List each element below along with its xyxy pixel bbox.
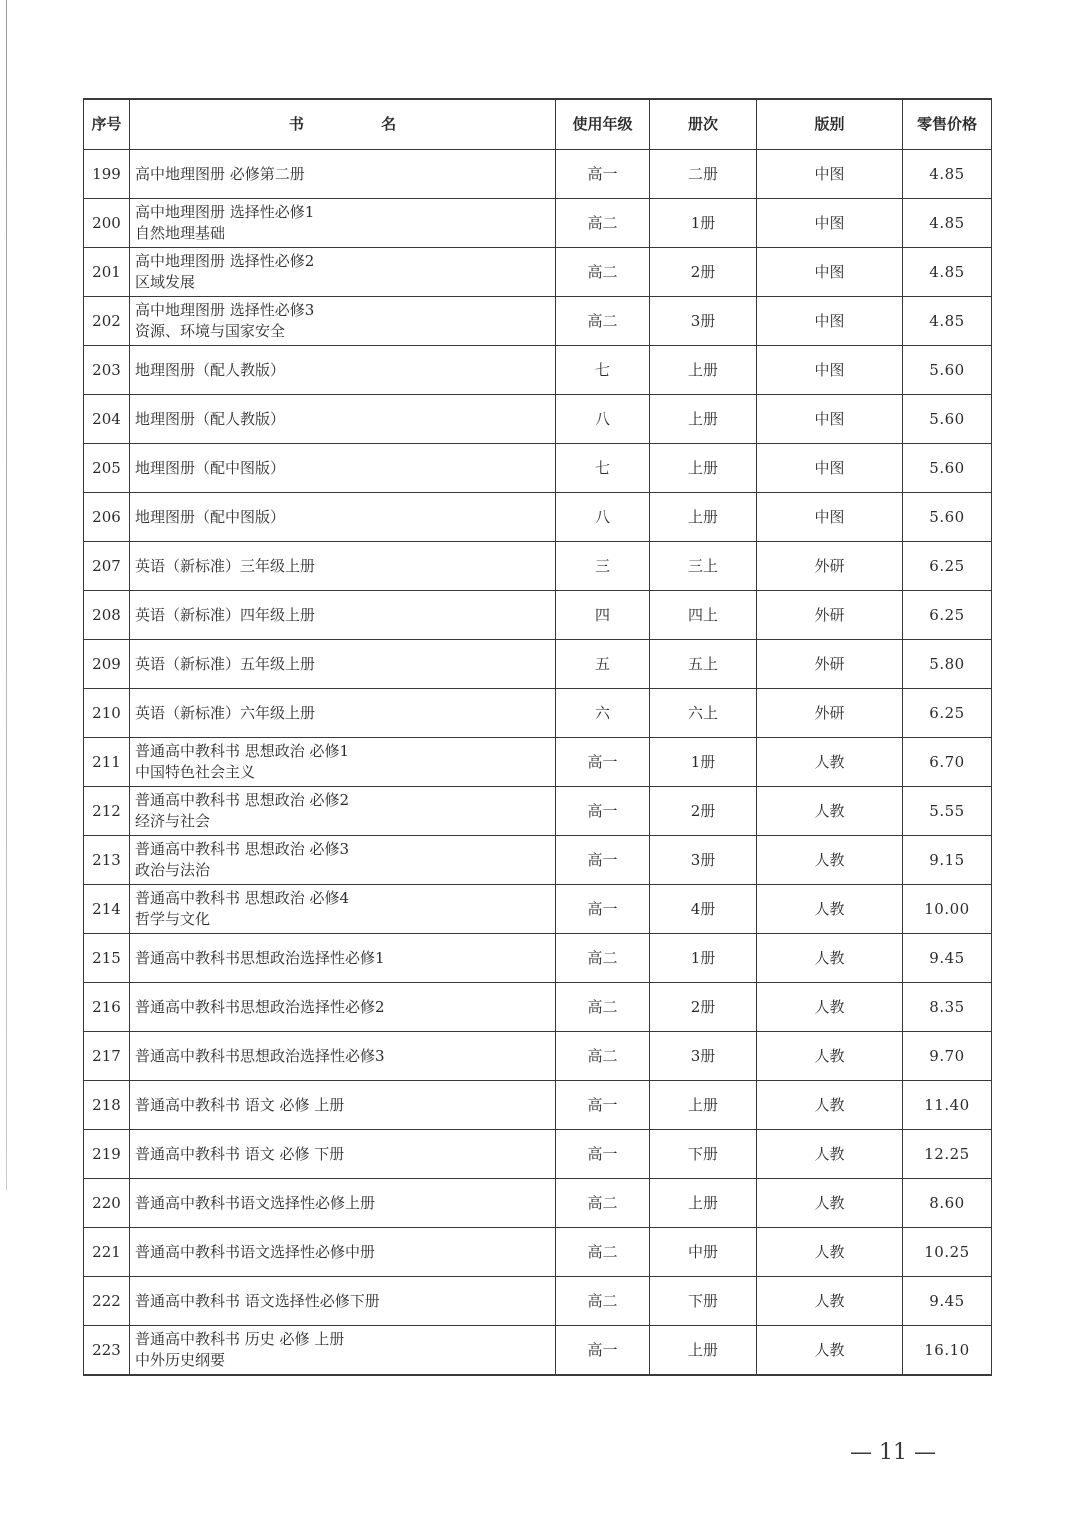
- cell-serial-number: 202: [84, 297, 130, 346]
- cell-book-name: [130, 836, 556, 885]
- cell-grade: 八: [556, 493, 650, 542]
- cell-publisher: 人教: [757, 1032, 903, 1081]
- cell-publisher: 中图: [757, 248, 903, 297]
- book-name-line-2: 自然地理基础: [135, 224, 226, 242]
- cell-grade: 高二: [556, 297, 650, 346]
- cell-book-name: [130, 1326, 556, 1376]
- book-name-line-1: 普通高中教科书 历史 必修 上册: [135, 1330, 345, 1348]
- cell-book-name: [130, 542, 556, 591]
- cell-grade: 高二: [556, 1032, 650, 1081]
- cell-serial-number: 207: [84, 542, 130, 591]
- cell-book-name: [130, 738, 556, 787]
- table-row: [84, 444, 992, 493]
- table-row: [84, 1130, 992, 1179]
- cell-serial-number: 223: [84, 1326, 130, 1376]
- book-name-line-1: 高中地理图册 选择性必修1: [135, 203, 315, 221]
- book-name-line-2: 政治与法治: [135, 861, 211, 879]
- cell-serial-number: 219: [84, 1130, 130, 1179]
- cell-retail-price: 5.60: [903, 395, 992, 444]
- cell-serial-number: 201: [84, 248, 130, 297]
- book-name-line-1: 普通高中教科书 语文选择性必修下册: [135, 1291, 380, 1310]
- cell-grade: 高一: [556, 1326, 650, 1376]
- table-row: [84, 885, 992, 934]
- cell-retail-price: 12.25: [903, 1130, 992, 1179]
- book-name-line-1: 普通高中教科书思想政治选择性必修3: [135, 1046, 385, 1065]
- cell-book-name: [130, 934, 556, 983]
- book-name-line-1: 高中地理图册 选择性必修3: [135, 301, 315, 319]
- cell-book-name: [130, 640, 556, 689]
- cell-book-name: [130, 150, 556, 199]
- table-row: [84, 1081, 992, 1130]
- cell-publisher: 人教: [757, 934, 903, 983]
- cell-book-name: [130, 493, 556, 542]
- cell-retail-price: 9.15: [903, 836, 992, 885]
- cell-publisher: 人教: [757, 738, 903, 787]
- cell-serial-number: 222: [84, 1277, 130, 1326]
- cell-serial-number: 216: [84, 983, 130, 1032]
- cell-volume: 2册: [650, 983, 757, 1032]
- cell-serial-number: 214: [84, 885, 130, 934]
- cell-book-name: [130, 689, 556, 738]
- cell-publisher: 外研: [757, 591, 903, 640]
- cell-retail-price: 11.40: [903, 1081, 992, 1130]
- cell-volume: 上册: [650, 444, 757, 493]
- cell-retail-price: 6.25: [903, 689, 992, 738]
- cell-publisher: 人教: [757, 836, 903, 885]
- book-name-line-2: 区域发展: [135, 273, 196, 291]
- table-body: [84, 150, 992, 1376]
- cell-retail-price: 9.70: [903, 1032, 992, 1081]
- cell-volume: 上册: [650, 1326, 757, 1376]
- cell-grade: 三: [556, 542, 650, 591]
- cell-publisher: 人教: [757, 1081, 903, 1130]
- cell-volume: 上册: [650, 1081, 757, 1130]
- cell-publisher: 人教: [757, 1228, 903, 1277]
- book-name-line-1: 普通高中教科书语文选择性必修上册: [135, 1193, 376, 1212]
- book-name-line-2: 中外历史纲要: [135, 1351, 226, 1369]
- cell-retail-price: 5.60: [903, 444, 992, 493]
- cell-volume: 下册: [650, 1277, 757, 1326]
- cell-grade: 高二: [556, 1179, 650, 1228]
- cell-publisher: 外研: [757, 542, 903, 591]
- book-name-line-1: 地理图册（配人教版）: [135, 360, 286, 379]
- book-name-line-1: 普通高中教科书 语文 必修 上册: [135, 1095, 345, 1114]
- cell-book-name: [130, 885, 556, 934]
- table-row: [84, 297, 992, 346]
- header-retail-price: 零售价格: [903, 99, 992, 150]
- cell-volume: 上册: [650, 1179, 757, 1228]
- cell-grade: 高一: [556, 150, 650, 199]
- cell-retail-price: 10.25: [903, 1228, 992, 1277]
- cell-volume: 六上: [650, 689, 757, 738]
- book-name-line-1: 普通高中教科书 语文 必修 下册: [135, 1144, 345, 1163]
- book-name-line-1: 普通高中教科书 思想政治 必修3: [135, 840, 350, 858]
- book-name-line-1: 普通高中教科书思想政治选择性必修1: [135, 948, 385, 967]
- book-name-line-1: 地理图册（配人教版）: [135, 409, 286, 428]
- cell-publisher: 人教: [757, 885, 903, 934]
- cell-serial-number: 217: [84, 1032, 130, 1081]
- cell-publisher: 中图: [757, 444, 903, 493]
- table-row: [84, 1277, 992, 1326]
- cell-book-name: [130, 199, 556, 248]
- table-row: [84, 395, 992, 444]
- cell-book-name: [130, 1179, 556, 1228]
- cell-publisher: 人教: [757, 787, 903, 836]
- cell-retail-price: 9.45: [903, 934, 992, 983]
- table-row: [84, 983, 992, 1032]
- cell-publisher: 人教: [757, 1277, 903, 1326]
- cell-grade: 高一: [556, 885, 650, 934]
- table-row: [84, 640, 992, 689]
- table-row: [84, 542, 992, 591]
- cell-book-name: [130, 1032, 556, 1081]
- cell-serial-number: 212: [84, 787, 130, 836]
- cell-serial-number: 208: [84, 591, 130, 640]
- book-name-line-1: 普通高中教科书思想政治选择性必修2: [135, 997, 385, 1016]
- cell-serial-number: 218: [84, 1081, 130, 1130]
- cell-grade: 高一: [556, 1130, 650, 1179]
- cell-volume: 3册: [650, 836, 757, 885]
- book-name-line-1: 普通高中教科书 思想政治 必修2: [135, 791, 350, 809]
- cell-publisher: 人教: [757, 1179, 903, 1228]
- book-name-line-1: 英语（新标准）四年级上册: [135, 605, 316, 624]
- cell-publisher: 人教: [757, 983, 903, 1032]
- header-serial-number: 序号: [84, 99, 130, 150]
- book-name-line-1: 普通高中教科书语文选择性必修中册: [135, 1242, 376, 1261]
- cell-volume: 2册: [650, 248, 757, 297]
- cell-volume: 1册: [650, 199, 757, 248]
- cell-retail-price: 5.55: [903, 787, 992, 836]
- cell-volume: 上册: [650, 395, 757, 444]
- header-volume: 册次: [650, 99, 757, 150]
- book-name-line-1: 英语（新标准）三年级上册: [135, 556, 316, 575]
- cell-book-name: [130, 395, 556, 444]
- cell-serial-number: 203: [84, 346, 130, 395]
- table-row: [84, 738, 992, 787]
- book-name-line-1: 地理图册（配中图版）: [135, 458, 286, 477]
- cell-grade: 八: [556, 395, 650, 444]
- cell-retail-price: 6.25: [903, 542, 992, 591]
- table-row: [84, 248, 992, 297]
- table-row: [84, 591, 992, 640]
- cell-serial-number: 215: [84, 934, 130, 983]
- book-name-line-1: 高中地理图册 必修第二册: [135, 164, 305, 183]
- cell-grade: 六: [556, 689, 650, 738]
- cell-retail-price: 4.85: [903, 199, 992, 248]
- cell-retail-price: 6.25: [903, 591, 992, 640]
- book-name-line-1: 高中地理图册 选择性必修2: [135, 252, 315, 270]
- cell-volume: 二册: [650, 150, 757, 199]
- cell-publisher: 中图: [757, 150, 903, 199]
- cell-volume: 下册: [650, 1130, 757, 1179]
- cell-publisher: 中图: [757, 199, 903, 248]
- cell-grade: 高一: [556, 787, 650, 836]
- table-row: [84, 934, 992, 983]
- table-row: [84, 1032, 992, 1081]
- cell-serial-number: 206: [84, 493, 130, 542]
- cell-volume: 上册: [650, 493, 757, 542]
- cell-retail-price: 8.60: [903, 1179, 992, 1228]
- cell-publisher: 外研: [757, 689, 903, 738]
- cell-publisher: 中图: [757, 493, 903, 542]
- cell-grade: 五: [556, 640, 650, 689]
- book-name-line-2: 中国特色社会主义: [135, 763, 256, 781]
- table-row: [84, 836, 992, 885]
- cell-retail-price: 9.45: [903, 1277, 992, 1326]
- cell-book-name: [130, 1130, 556, 1179]
- cell-volume: 1册: [650, 738, 757, 787]
- cell-serial-number: 204: [84, 395, 130, 444]
- header-book-name: [130, 99, 556, 150]
- cell-serial-number: 199: [84, 150, 130, 199]
- cell-volume: 2册: [650, 787, 757, 836]
- cell-grade: 高一: [556, 1081, 650, 1130]
- cell-volume: 三上: [650, 542, 757, 591]
- cell-retail-price: 8.35: [903, 983, 992, 1032]
- cell-serial-number: 221: [84, 1228, 130, 1277]
- book-name-line-1: 英语（新标准）六年级上册: [135, 703, 316, 722]
- cell-retail-price: 16.10: [903, 1326, 992, 1376]
- cell-book-name: [130, 346, 556, 395]
- table-row: [84, 346, 992, 395]
- cell-retail-price: 4.85: [903, 297, 992, 346]
- cell-volume: 1册: [650, 934, 757, 983]
- table-row: [84, 1228, 992, 1277]
- table-row: [84, 1326, 992, 1376]
- cell-retail-price: 6.70: [903, 738, 992, 787]
- cell-book-name: [130, 591, 556, 640]
- table-row: [84, 787, 992, 836]
- book-name-line-1: 普通高中教科书 思想政治 必修4: [135, 889, 350, 907]
- cell-volume: 上册: [650, 346, 757, 395]
- table-row: [84, 199, 992, 248]
- cell-book-name: [130, 1277, 556, 1326]
- table-row: [84, 1179, 992, 1228]
- table-header-row: [84, 99, 992, 150]
- cell-serial-number: 211: [84, 738, 130, 787]
- cell-serial-number: 213: [84, 836, 130, 885]
- cell-retail-price: 4.85: [903, 248, 992, 297]
- cell-book-name: [130, 248, 556, 297]
- book-name-line-1: 普通高中教科书 思想政治 必修1: [135, 742, 350, 760]
- cell-grade: 四: [556, 591, 650, 640]
- cell-book-name: [130, 1081, 556, 1130]
- cell-retail-price: 4.85: [903, 150, 992, 199]
- cell-book-name: [130, 983, 556, 1032]
- book-name-line-1: 英语（新标准）五年级上册: [135, 654, 316, 673]
- cell-book-name: [130, 1228, 556, 1277]
- book-name-line-2: 资源、环境与国家安全: [135, 322, 286, 340]
- cell-serial-number: 209: [84, 640, 130, 689]
- cell-grade: 七: [556, 444, 650, 493]
- cell-grade: 高二: [556, 983, 650, 1032]
- table-row: [84, 493, 992, 542]
- cell-grade: 高二: [556, 934, 650, 983]
- cell-publisher: 中图: [757, 395, 903, 444]
- textbook-price-table: [83, 98, 992, 1376]
- cell-publisher: 人教: [757, 1130, 903, 1179]
- cell-grade: 高二: [556, 248, 650, 297]
- cell-book-name: [130, 444, 556, 493]
- cell-volume: 3册: [650, 297, 757, 346]
- cell-book-name: [130, 297, 556, 346]
- cell-volume: 四上: [650, 591, 757, 640]
- table-row: [84, 150, 992, 199]
- cell-grade: 高一: [556, 836, 650, 885]
- page-number: — 11 —: [850, 1440, 936, 1465]
- cell-grade: 高一: [556, 738, 650, 787]
- cell-grade: 高二: [556, 1277, 650, 1326]
- book-name-line-2: 经济与社会: [135, 812, 211, 830]
- cell-volume: 3册: [650, 1032, 757, 1081]
- cell-publisher: 人教: [757, 1326, 903, 1376]
- cell-serial-number: 200: [84, 199, 130, 248]
- cell-publisher: 外研: [757, 640, 903, 689]
- cell-retail-price: 5.60: [903, 493, 992, 542]
- cell-retail-price: 5.60: [903, 346, 992, 395]
- scan-edge-line: [6, 0, 7, 1190]
- cell-serial-number: 210: [84, 689, 130, 738]
- cell-grade: 高二: [556, 1228, 650, 1277]
- cell-serial-number: 205: [84, 444, 130, 493]
- header-publisher: 版别: [757, 99, 903, 150]
- cell-volume: 五上: [650, 640, 757, 689]
- cell-grade: 高二: [556, 199, 650, 248]
- cell-retail-price: 5.80: [903, 640, 992, 689]
- cell-retail-price: 10.00: [903, 885, 992, 934]
- cell-serial-number: 220: [84, 1179, 130, 1228]
- cell-grade: 七: [556, 346, 650, 395]
- header-book-name-label: 书 名: [288, 115, 433, 133]
- cell-volume: 4册: [650, 885, 757, 934]
- cell-publisher: 中图: [757, 297, 903, 346]
- cell-volume: 中册: [650, 1228, 757, 1277]
- cell-book-name: [130, 787, 556, 836]
- table-row: [84, 689, 992, 738]
- book-name-line-2: 哲学与文化: [135, 910, 211, 928]
- header-grade: 使用年级: [556, 99, 650, 150]
- book-name-line-1: 地理图册（配中图版）: [135, 507, 286, 526]
- cell-publisher: 中图: [757, 346, 903, 395]
